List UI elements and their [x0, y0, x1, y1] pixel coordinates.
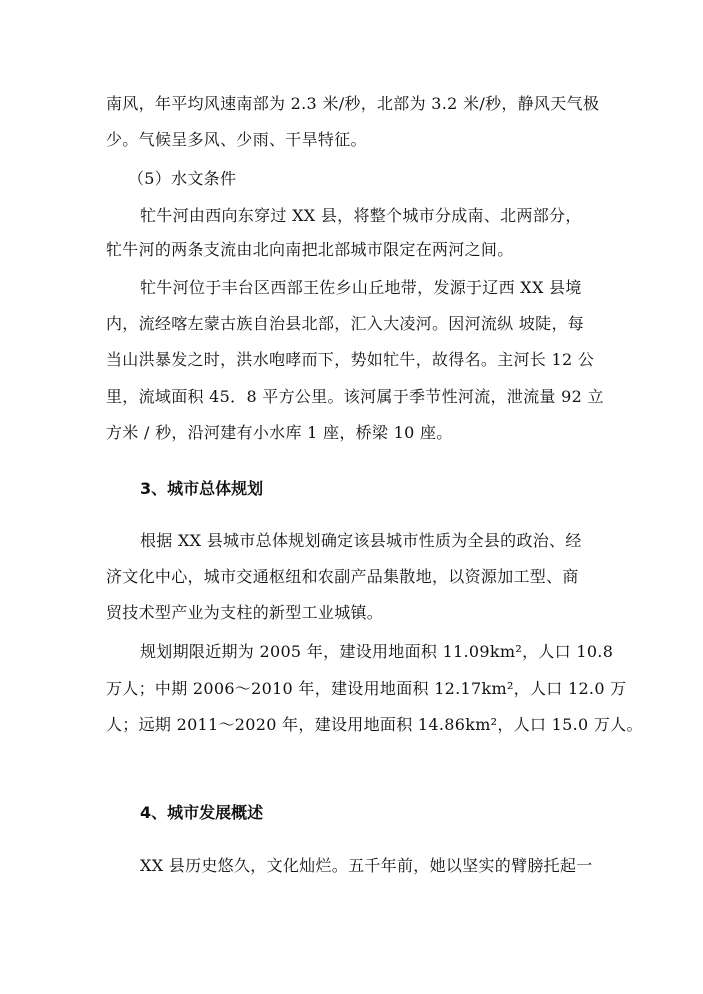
text-line: 根据 XX 县城市总体规划确定该县城市性质为全县的政治、经	[140, 531, 582, 550]
section-heading: 4、城市发展概述	[140, 803, 264, 822]
text-line: 方米 / 秒，沿河建有小水库 1 座，桥梁 10 座。	[106, 423, 453, 442]
text-line: 南风，年平均风速南部为 2.3 米/秒，北部为 3.2 米/秒，静风天气极	[106, 94, 600, 113]
text-line: 里，流域面积 45．8 平方公里。该河属于季节性河流，泄流量 92 立	[106, 387, 604, 406]
text-line: 牤牛河位于丰台区西部王佐乡山丘地带，发源于辽西 XX 县境	[140, 278, 582, 297]
text-line: 规划期限近期为 2005 年，建设用地面积 11.09km²，人口 10.8	[140, 642, 614, 661]
text-line: 牤牛河的两条支流由北向南把北部城市限定在两河之间。	[106, 240, 514, 259]
text-line: 少。气候呈多风、少雨、干旱特征。	[106, 130, 367, 149]
text-line: XX 县历史悠久，文化灿烂。五千年前，她以坚实的臂膀托起一	[140, 856, 593, 875]
text-line: 贸技术型产业为支柱的新型工业城镇。	[106, 603, 384, 622]
text-line: 万人；中期 2006～2010 年，建设用地面积 12.17km²，人口 12.0 万	[106, 679, 627, 698]
section-heading: 3、城市总体规划	[140, 479, 264, 498]
text-line: 济文化中心，城市交通枢纽和农副产品集散地，以资源加工型、商	[106, 567, 579, 586]
text-line: 人；远期 2011～2020 年，建设用地面积 14.86km²，人口 15.0 万人。	[106, 715, 643, 734]
section-title: （5）水文条件	[128, 169, 237, 188]
text-line: 内，流经喀左蒙古族自治县北部，汇入大凌河。因河流纵 坡陡，每	[106, 314, 585, 333]
text-line: 当山洪暴发之时，洪水咆哮而下，势如牤牛，故得名。主河长 12 公	[106, 350, 595, 369]
text-line: 牤牛河由西向东穿过 XX 县，将整个城市分成南、北两部分，	[140, 206, 582, 225]
